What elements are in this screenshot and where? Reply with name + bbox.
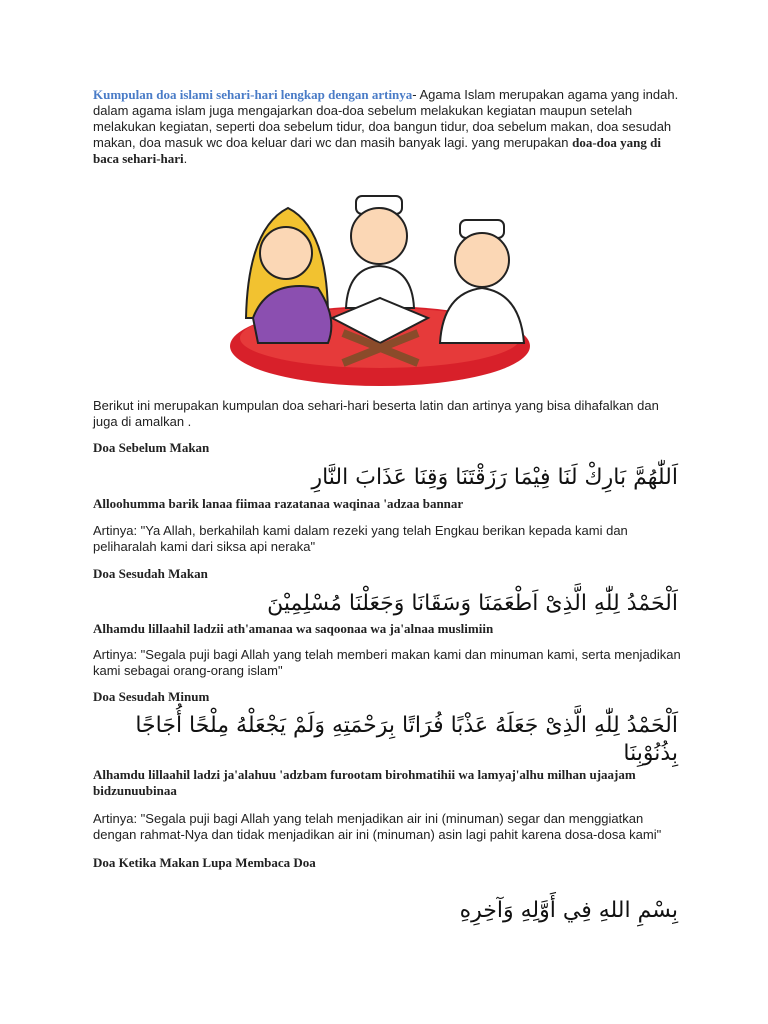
intro-end: .	[183, 151, 188, 166]
latin-text: Alhamdu lillaahil ladzi ja'alahuu 'adzbam furootam birohmatihii wa lamyaj'alhu milhan ujaajam bidzunuubinaa	[93, 767, 636, 798]
meaning-text: Artinya: "Segala puji bagi Allah yang telah memberi makan kami dan minuman kami, serta menjadikan kami sebagai orang-orang islam"	[93, 647, 681, 678]
children-praying-illustration	[228, 168, 532, 390]
lead-paragraph: Berikut ini merupakan kumpulan doa sehari-hari beserta latin dan artinya yang bisa dihafalkan dan juga di amalkan .	[93, 398, 659, 429]
article-link[interactable]: Kumpulan doa islami sehari-hari lengkap dengan artinya	[93, 87, 413, 102]
arabic-text: اَلْحَمْدُ لِلّٰهِ الَّذِىْ اَطْعَمَنَا وَسَقَانَا وَجَعَلْنَا مُسْلِمِيْنَ	[267, 591, 678, 616]
arabic-text: اَللّٰهُمَّ بَارِكْ لَنَا فِيْمَا رَزَقْتَنَا وَقِنَا عَذَابَ النَّارِ	[311, 465, 678, 490]
intro-bold: doa-doa yang di baca sehari-hari	[93, 135, 661, 166]
section-title: Doa Ketika Makan Lupa Membaca Doa	[93, 855, 316, 870]
arabic-text: اَلْحَمْدُ لِلّٰهِ الَّذِىْ جَعَلَهُ عَذْبًا فُرَاتًا بِرَحْمَتِهِ وَلَمْ يَجْعَلْهُ مِلْحًا أُجَاجًا بِذُنُوْبِنَا	[135, 713, 678, 766]
meaning-text: Artinya: "Segala puji bagi Allah yang telah menjadikan air ini (minuman) segar dan menggiatkan dengan rahmat-Nya dan tidak menjadikan air ini (minuman) asin lagi pahit karena dosa-dosa kami"	[93, 811, 662, 842]
meaning-text: Artinya: "Ya Allah, berkahilah kami dalam rezeki yang telah Engkau berikan kepada kami dan peliharalah kami dari siksa api neraka"	[93, 523, 628, 554]
section-title: Doa Sesudah Makan	[93, 566, 208, 581]
arabic-text: بِسْمِ اللهِ فِي أَوَّلِهِ وَآخِرِهِ	[459, 898, 678, 923]
latin-text: Alhamdu lillaahil ladzii ath'amanaa wa saqoonaa wa ja'alnaa muslimiin	[93, 621, 494, 636]
section-title: Doa Sesudah Minum	[93, 689, 210, 704]
intro-paragraph	[93, 87, 685, 167]
section-title: Doa Sebelum Makan	[93, 440, 210, 455]
latin-text: Alloohumma barik lanaa fiimaa razatanaa waqinaa 'adzaa bannar	[93, 496, 464, 511]
intro-text: - Agama Islam merupakan agama yang indah. dalam agama islam juga mengajarkan doa-doa sebelum melakukan kegiatan maupun setelah melakukan kegiatan, seperti doa sebelum tidur, doa bangun tidur, doa sebelum makan, doa sesudah makan, doa masuk wc doa keluar dari wc dan masih banyak lagi. yang merupakan	[93, 87, 679, 150]
